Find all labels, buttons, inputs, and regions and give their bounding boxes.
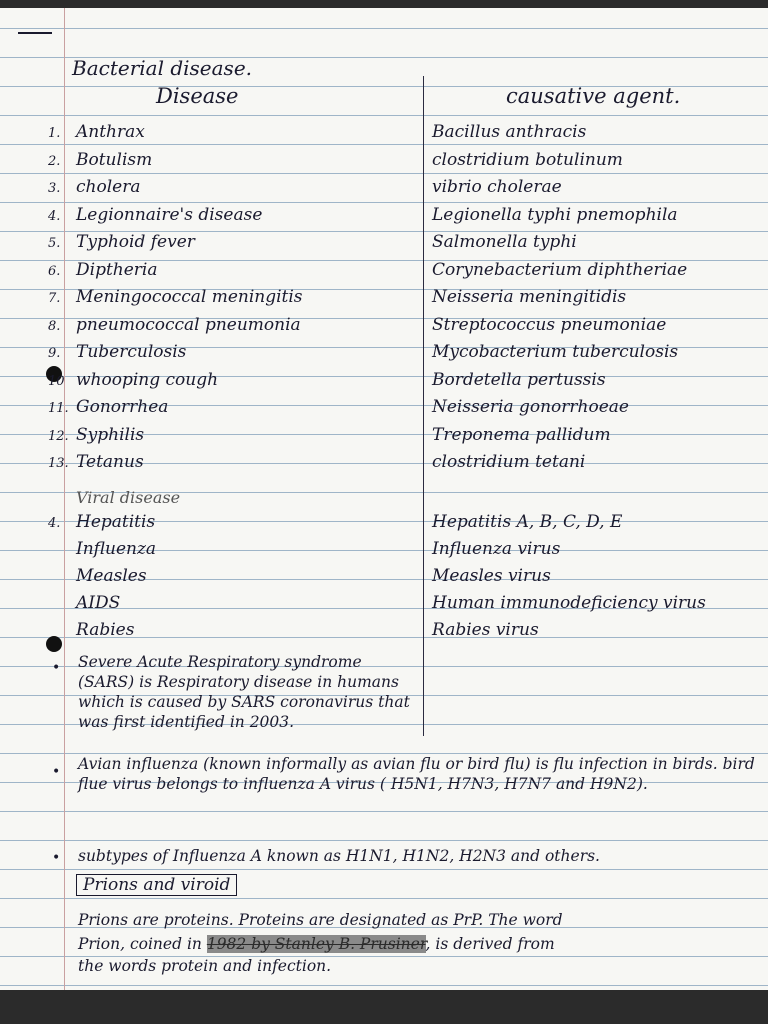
table-row: [0, 177, 768, 205]
agent-cell: Legionella typhi pnemophila: [432, 204, 678, 225]
disease-cell: Rabies: [76, 620, 135, 640]
row-number: 10: [48, 373, 65, 389]
disease-cell: Legionnaire's disease: [76, 204, 263, 225]
row-number: 1.: [48, 126, 61, 141]
agent-cell: Rabies virus: [432, 620, 539, 640]
disease-cell: Botulism: [76, 149, 153, 170]
agent-cell: Neisseria meningitidis: [432, 287, 627, 307]
disease-cell: Hepatitis: [76, 512, 156, 532]
agent-cell: Streptococcus pneumoniae: [432, 314, 667, 335]
bullet: •: [52, 850, 61, 866]
margin-dash: [18, 32, 52, 34]
table-row: [0, 370, 768, 398]
rule-line: [0, 869, 768, 870]
notebook-page: [0, 8, 768, 990]
agent-cell: clostridium botulinum: [432, 149, 623, 170]
disease-cell: whooping cough: [76, 369, 219, 390]
table-row: [0, 232, 768, 260]
prions-line-2a: Prion, coined in: [78, 935, 202, 953]
disease-cell: Tetanus: [76, 452, 144, 472]
disease-cell: pneumococcal pneumonia: [76, 314, 301, 335]
agent-cell: Mycobacterium tuberculosis: [432, 342, 679, 362]
row-number: 9.: [48, 346, 61, 361]
disease-cell: Syphilis: [76, 424, 145, 445]
row-number: 6.: [48, 263, 61, 279]
table-row: [0, 620, 768, 648]
disease-cell: Meningococcal meningitis: [76, 287, 303, 307]
row-number: 13.: [48, 456, 69, 471]
row-number: 8.: [48, 318, 61, 334]
prions-line-2: [78, 934, 768, 954]
table-row: [0, 205, 768, 233]
row-number: 3.: [48, 181, 61, 196]
table-row: [0, 287, 768, 315]
agent-cell: Human immunodeficiency virus: [432, 593, 706, 613]
disease-header: Disease: [156, 84, 239, 108]
row-number: 12.: [48, 428, 69, 444]
agent-cell: Hepatitis A, B, C, D, E: [432, 512, 623, 532]
table-row: [0, 539, 768, 567]
rule-line: [0, 811, 768, 812]
agent-cell: clostridium tetani: [432, 452, 586, 472]
viral-heading: Viral disease: [76, 488, 181, 507]
agent-cell: Neisseria gonorrhoeae: [432, 397, 629, 417]
agent-cell: Salmonella typhi: [432, 232, 577, 252]
rule-line: [0, 898, 768, 899]
table-row: [0, 150, 768, 178]
table-row: [0, 397, 768, 425]
table-row: [0, 342, 768, 370]
disease-cell: Influenza: [76, 539, 157, 559]
table-row: [0, 315, 768, 343]
rule-line: [0, 115, 768, 116]
prions-line-3: the words protein and infection.: [78, 957, 332, 975]
row-number: 11.: [48, 401, 69, 416]
agent-cell: Measles virus: [432, 566, 551, 586]
bullet: •: [52, 660, 61, 676]
disease-cell: Gonorrhea: [76, 397, 169, 417]
agent-cell: Bacillus anthracis: [432, 122, 587, 142]
disease-cell: AIDS: [76, 593, 121, 613]
disease-cell: Anthrax: [76, 122, 145, 142]
row-number: 2.: [48, 153, 61, 169]
table-row: [0, 512, 768, 540]
row-number: 7.: [48, 291, 61, 306]
bullet: •: [52, 764, 61, 780]
table-row: [0, 452, 768, 480]
agent-cell: vibrio cholerae: [432, 177, 562, 197]
disease-cell: cholera: [76, 177, 141, 197]
agent-header: causative agent.: [506, 84, 681, 108]
table-row: [0, 260, 768, 288]
page-title: Bacterial disease.: [72, 56, 253, 80]
row-number: 5.: [48, 236, 61, 251]
disease-cell: Diptheria: [76, 259, 158, 280]
sars-note: [78, 652, 418, 732]
subtypes-note: subtypes of Influenza A known as H1N1, H1N2, H2N3 and others.: [78, 847, 600, 865]
disease-cell: Tuberculosis: [76, 342, 187, 362]
row-number: 4.: [48, 516, 61, 531]
table-row: [0, 593, 768, 621]
rule-line: [0, 985, 768, 986]
rule-line: [0, 28, 768, 29]
row-number: 4.: [48, 208, 61, 224]
agent-cell: Corynebacterium diphtheriae: [432, 259, 688, 280]
rule-line: [0, 840, 768, 841]
table-row: [0, 425, 768, 453]
agent-cell: Bordetella pertussis: [432, 369, 606, 390]
avian-note: Avian influenza (known informally as avian flu or bird flu) is flu infection in birds. bird flue virus belongs to influenza A virus ( H5N1, H7N3, H7N7 and H9N2).: [78, 755, 755, 793]
agent-cell: Treponema pallidum: [432, 424, 611, 445]
disease-cell: Typhoid fever: [76, 232, 195, 252]
table-row: [0, 122, 768, 150]
sars-text: Severe Acute Respiratory syndrome (SARS) is Respiratory disease in humans which is caused by SARS coronavirus that was first identified in 2003.: [78, 653, 410, 731]
prions-heading: Prions and viroid: [76, 874, 237, 896]
agent-cell: Influenza virus: [432, 539, 561, 559]
disease-cell: Measles: [76, 566, 147, 586]
prions-line-2c: , is derived from: [425, 935, 555, 953]
prions-redacted: 1982 by Stanley B. Prusiner: [206, 935, 426, 953]
table-row: [0, 566, 768, 594]
prions-line-1: Prions are proteins. Proteins are designated as PrP. The word: [78, 911, 563, 929]
